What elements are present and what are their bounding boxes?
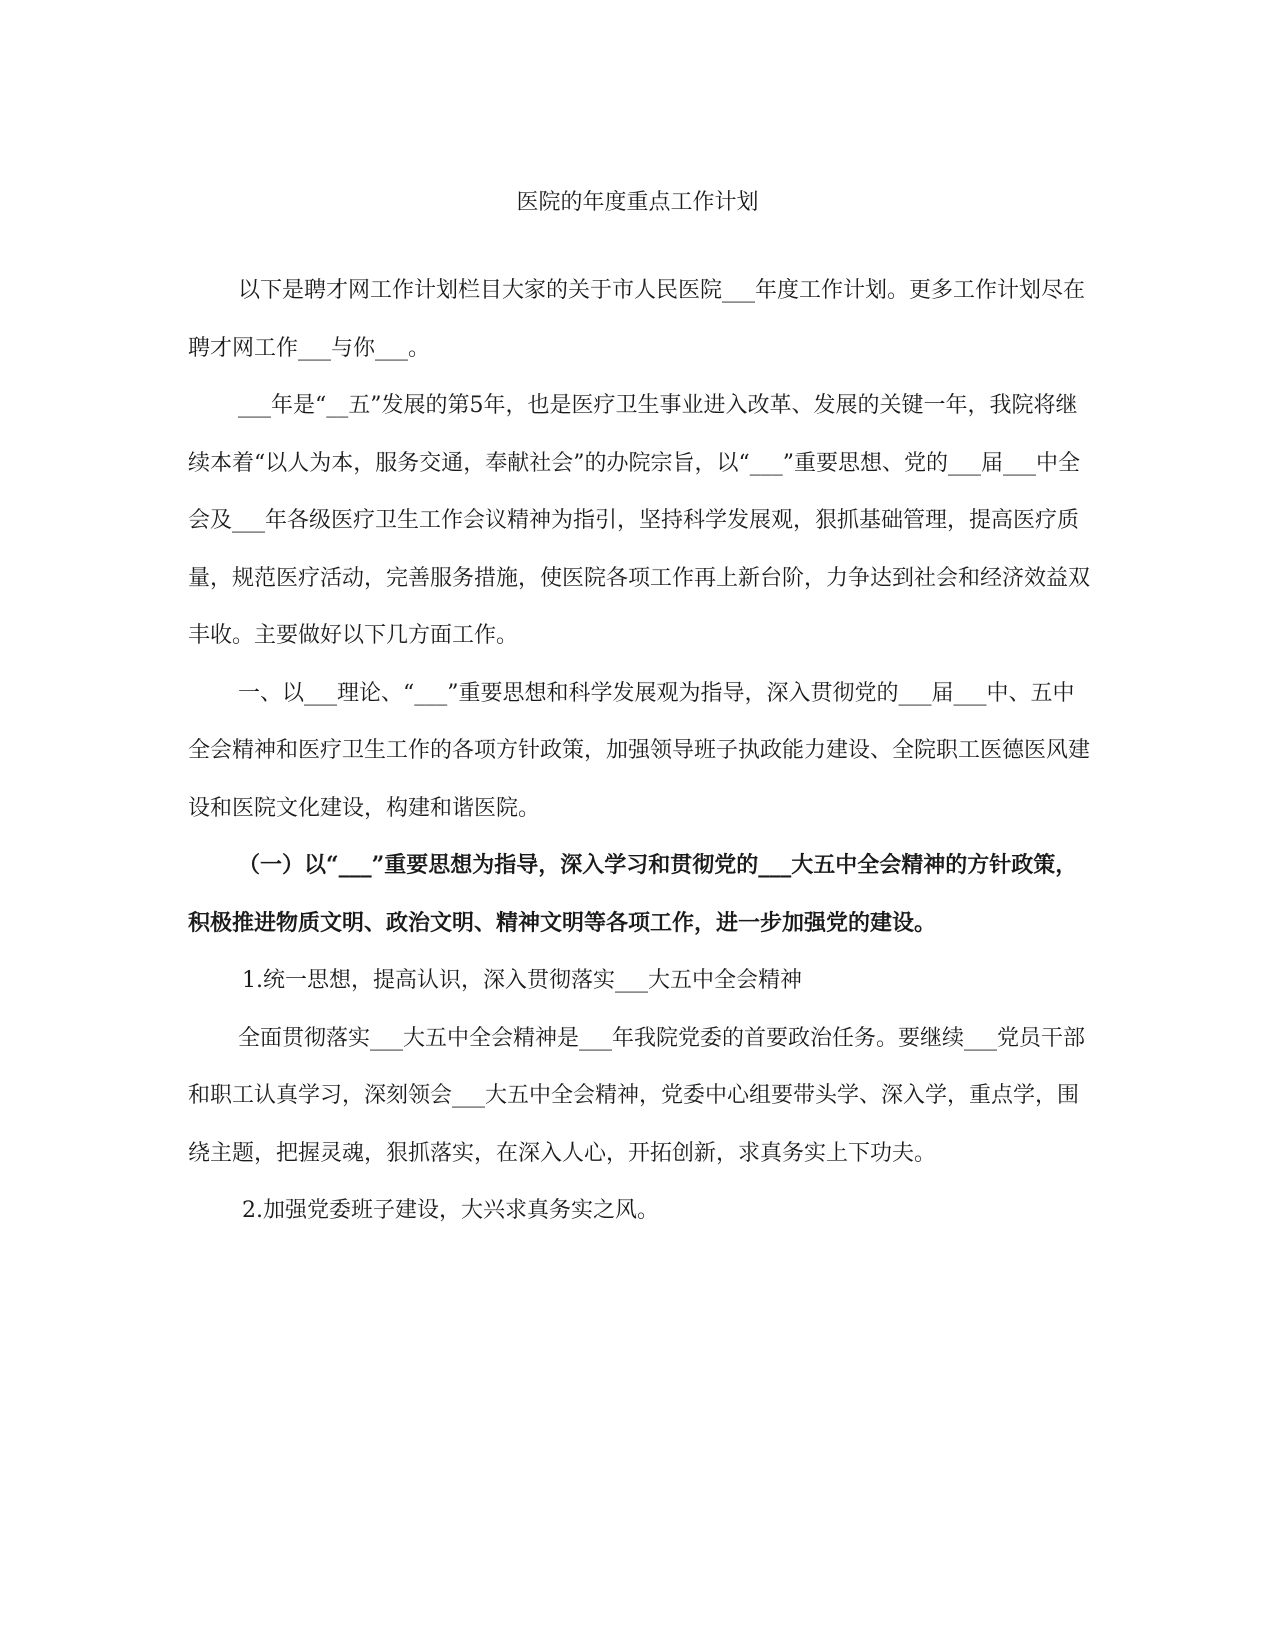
document-body <box>188 262 1090 1240</box>
overview-paragraph: ___年是“__五”发展的第5年，也是医疗卫生事业进入改革、发展的关键一年，我院将继续本着“以人为本，服务交通，奉献社会”的办院宗旨，以“___”重要思想、党的___届___中全会及___年各级医疗卫生工作会议精神为指引，坚持科学发展观，狠抓基础管理，提高医疗质量，规范医疗活动，完善服务措施，使医院各项工作再上新台阶，力争达到社会和经济效益双丰收。主要做好以下几方面工作。 <box>188 393 1091 648</box>
intro-paragraph: 以下是聘才网工作计划栏目大家的关于市人民医院___年度工作计划。更多工作计划尽在聘才网工作___与你___。 <box>188 278 1086 361</box>
document-title: 医院的年度重点工作计划 <box>516 190 759 215</box>
section-one-heading: 一、以___理论、“___”重要思想和科学发展观为指导，深入贯彻党的___届___中、五中全会精神和医疗卫生工作的各项方针政策，加强领导班子执政能力建设、全院职工医德医风建设和医院文化建设，构建和谐医院。 <box>188 680 1091 821</box>
item-one-heading: 1.统一思想，提高认识，深入贯彻落实___大五中全会精神 <box>242 968 802 993</box>
item-one-paragraph: 全面贯彻落实___大五中全会精神是___年我院党委的首要政治任务。要继续___党员干部和职工认真学习，深刻领会___大五中全会精神，党委中心组要带头学、深入学，重点学，围绕主题，把握灵魂，狠抓落实，在深入人心，开拓创新，求真务实上下功夫。 <box>188 1025 1086 1166</box>
subsection-one-heading: （一）以“___”重要思想为指导，深入学习和贯彻党的___大五中全会精神的方针政策，积极推进物质文明、政治文明、精神文明等各项工作，进一步加强党的建设。 <box>188 852 1078 936</box>
item-two-heading: 2.加强党委班子建设，大兴求真务实之风。 <box>242 1198 659 1223</box>
